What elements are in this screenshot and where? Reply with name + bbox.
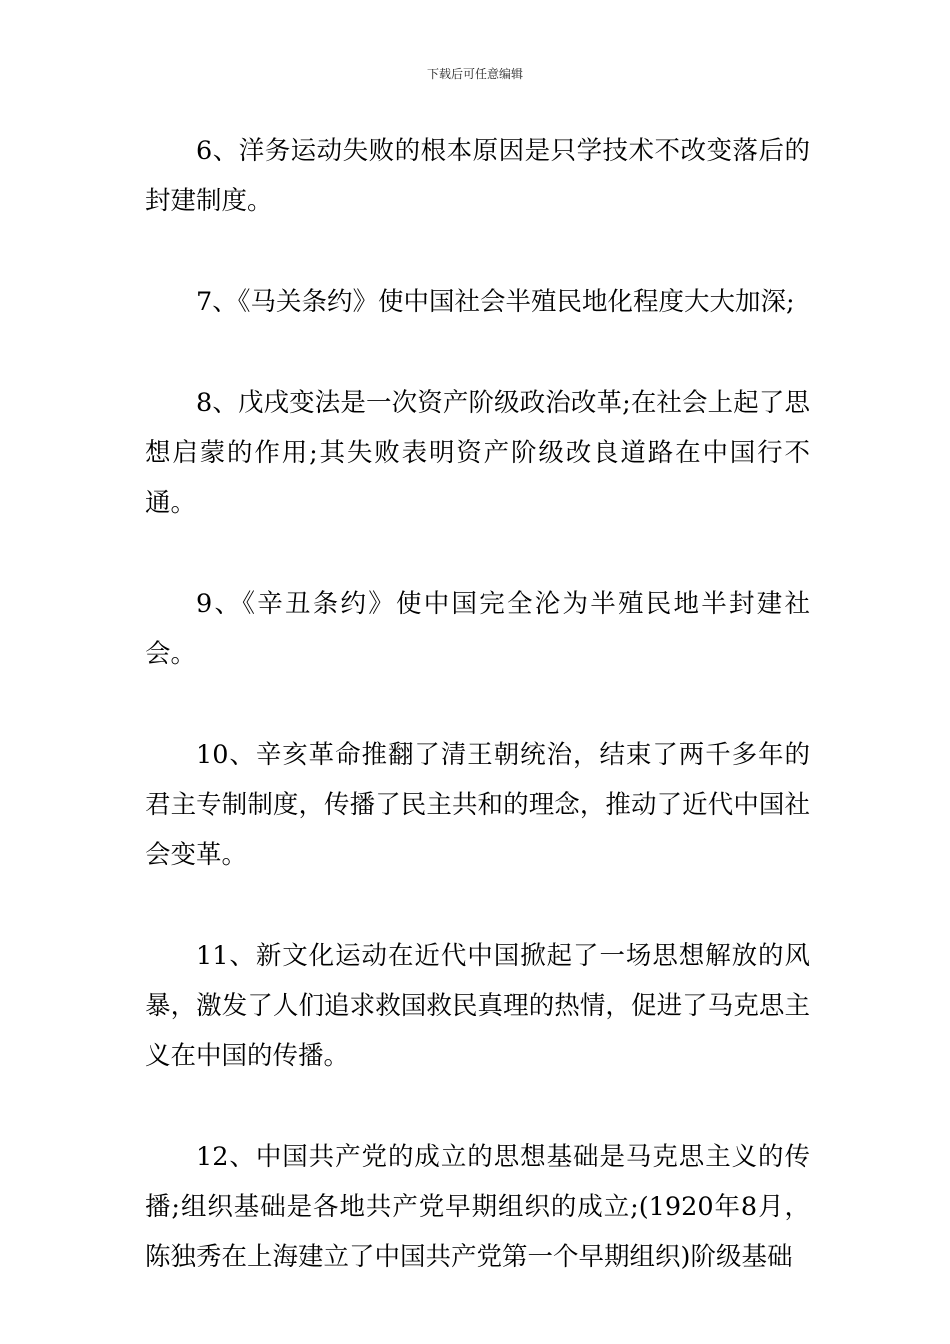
- paragraph-9: 9、《辛丑条约》使中国完全沦为半殖民地半封建社会。: [145, 589, 810, 669]
- page-header: 下载后可任意编辑: [426, 67, 523, 81]
- paragraph-gap: [145, 226, 810, 277]
- paragraph-7: 7、《马关条约》使中国社会半殖民地化程度大大加深;: [196, 287, 795, 317]
- document-body: [145, 126, 810, 1282]
- paragraph-10: 10、辛亥革命推翻了清王朝统治，结束了两千多年的君主专制制度，传播了民主共和的理念，推动了近代中国社会变革。: [145, 740, 810, 870]
- paragraph-6: 6、洋务运动失败的根本原因是只学技术不改变落后的封建制度。: [145, 136, 810, 216]
- paragraph-gap: [145, 880, 810, 931]
- paragraph-gap: [145, 528, 810, 579]
- paragraph-gap: [145, 327, 810, 378]
- paragraph-gap: [145, 679, 810, 730]
- paragraph-11: 11、新文化运动在近代中国掀起了一场思想解放的风暴，激发了人们追求救国救民真理的热情，促进了马克思主义在中国的传播。: [145, 941, 810, 1071]
- paragraph-gap: [145, 1081, 810, 1132]
- paragraph-8: 8、戊戌变法是一次资产阶级政治改革;在社会上起了思想启蒙的作用;其失败表明资产阶级改良道路在中国行不通。: [145, 388, 810, 518]
- paragraph-12: 12、中国共产党的成立的思想基础是马克思主义的传播;组织基础是各地共产党早期组织的成立;(1920年8月，陈独秀在上海建立了中国共产党第一个早期组织)阶级基础: [145, 1142, 810, 1272]
